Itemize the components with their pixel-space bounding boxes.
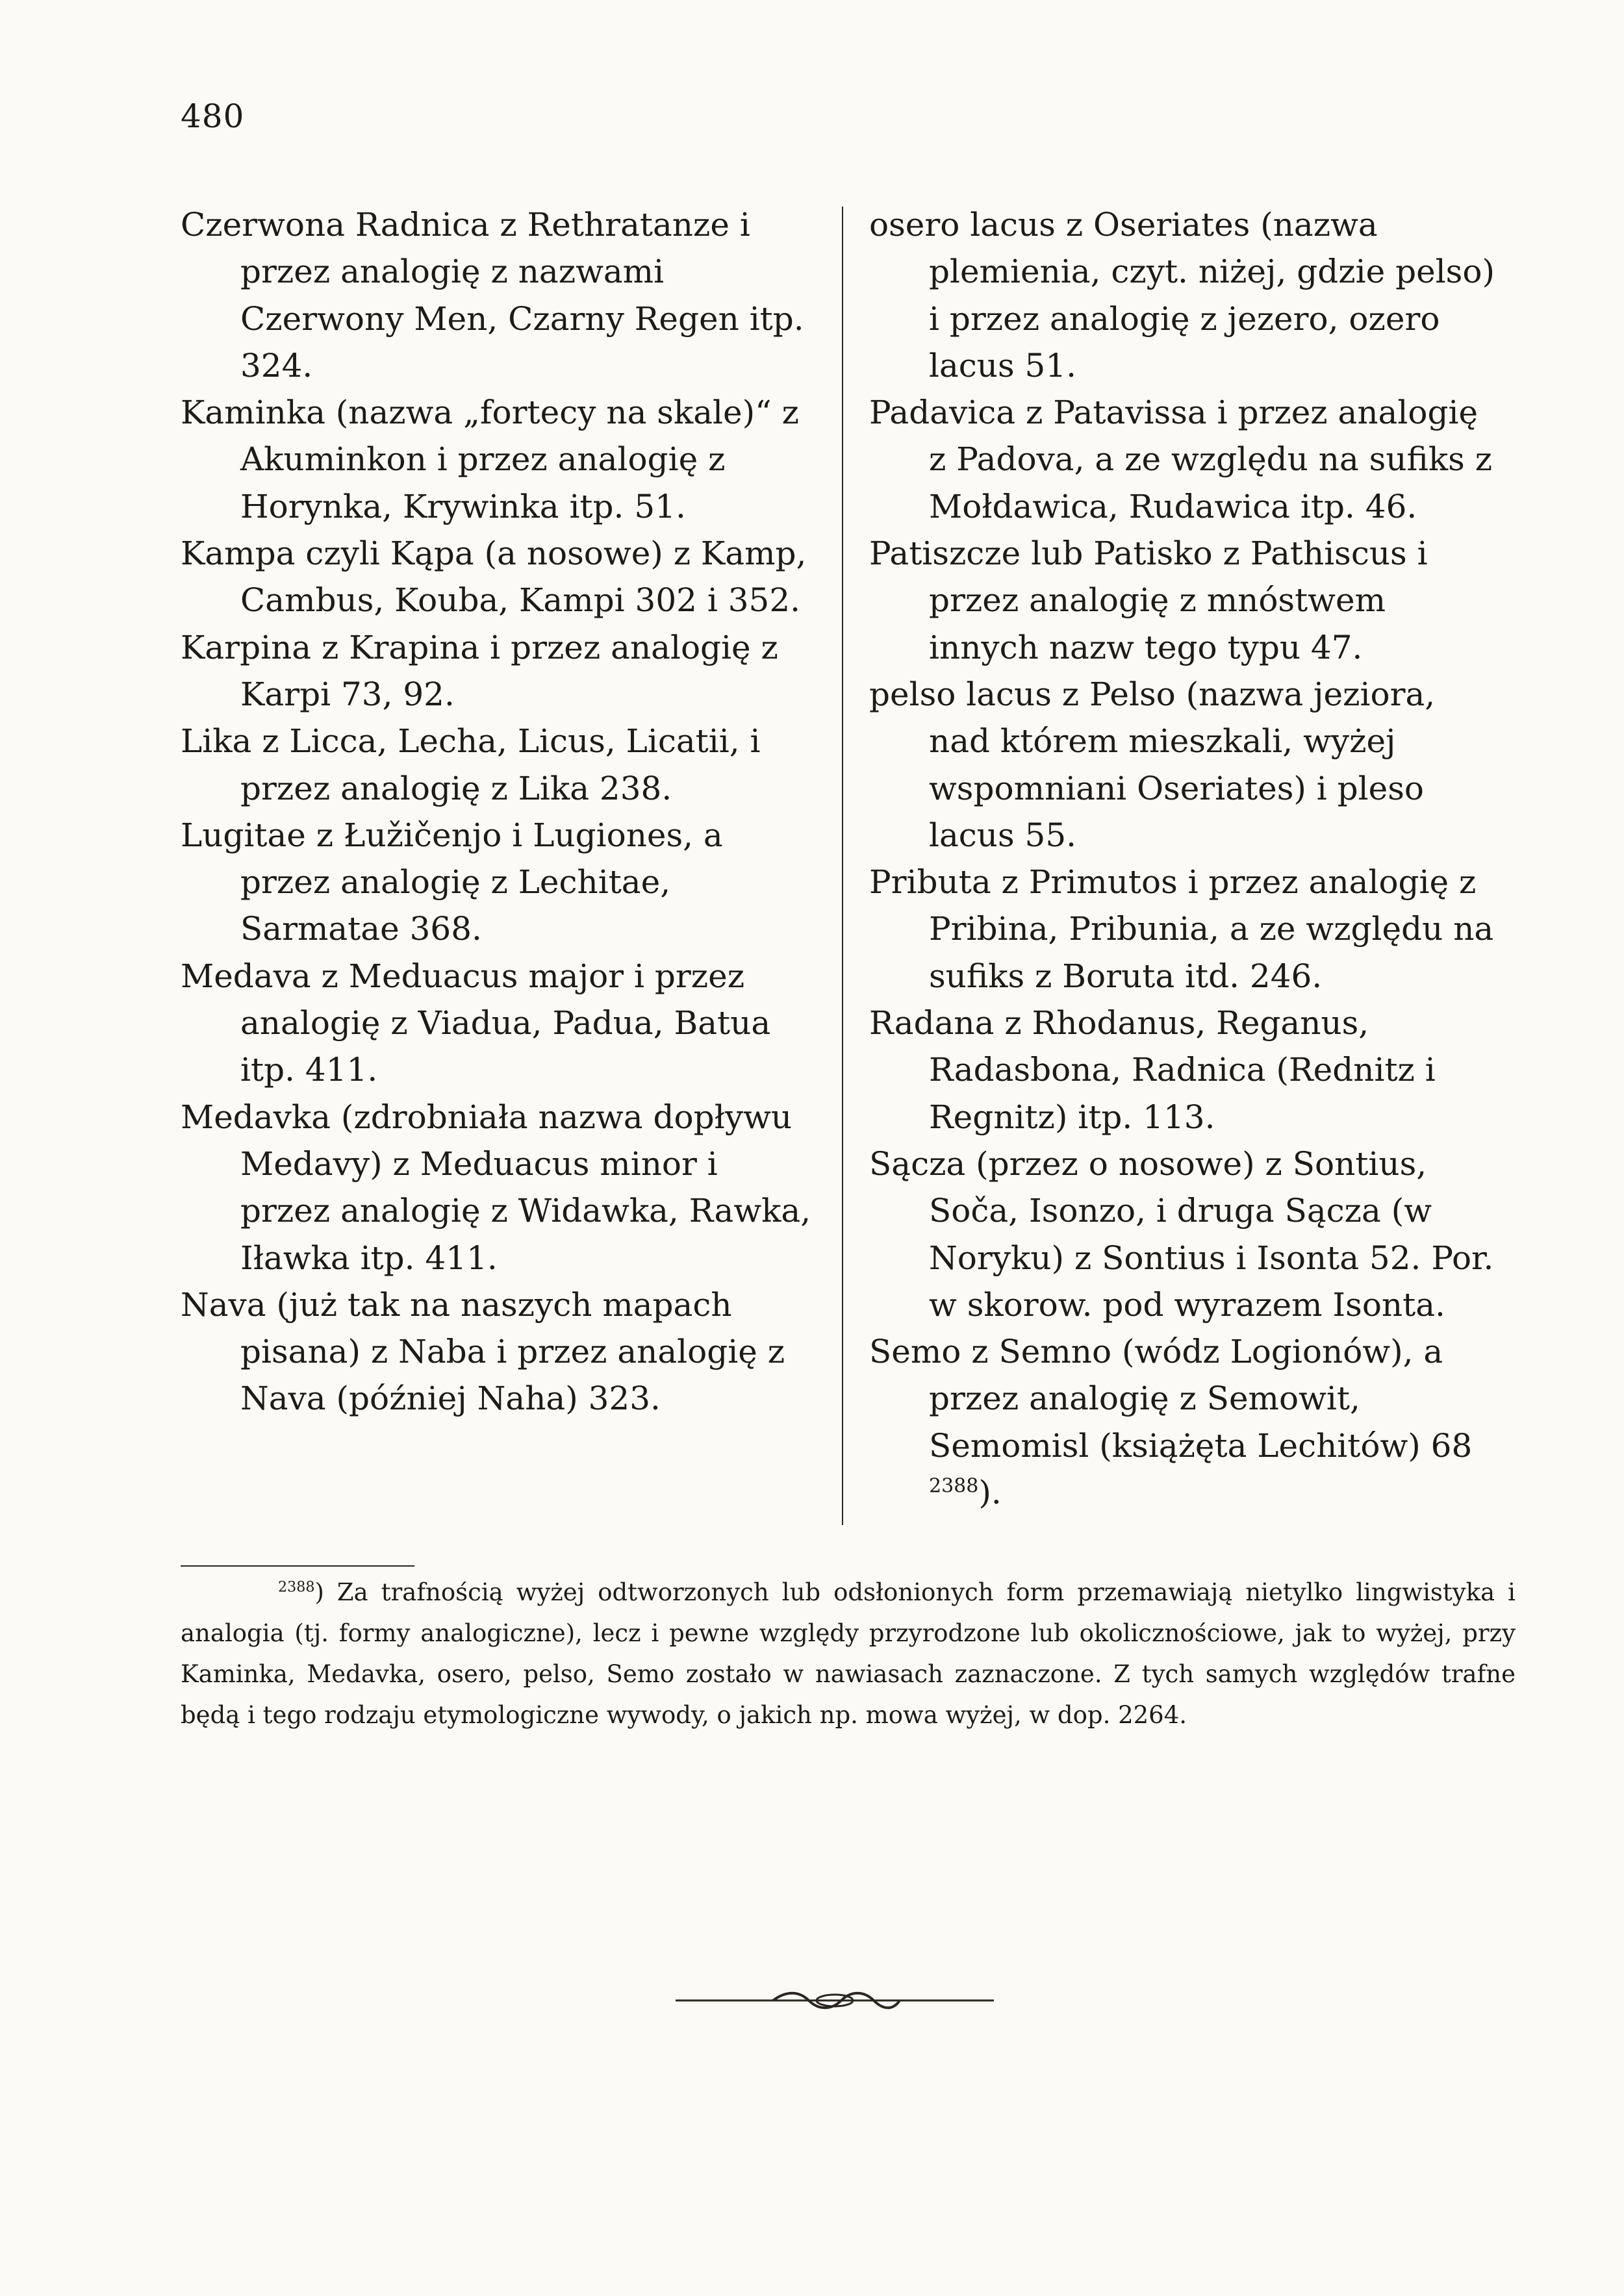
index-entry: Sącza (przez o nosowe) z Sontius, Soča, Isonzo, i druga Sącza (w Noryku) z Sontius i Isonta 52. Por. w skorow. pod wyrazem Isonta. (869, 1144, 1494, 1324)
footnote-text: ) Za trafnością wyżej odtworzonych lub odsłonionych form przemawiają nietylko lingwistyka i analogia (tj. formy analogiczne), lecz i pewne względy przyrodzone lub okolicznościowe, jak to wyżej, przy Kaminka, Medavka, osero, pelso, Semo zostało w nawiasach zaznaczone. Z tych samych względów trafne będą i tego rodzaju etymologiczne wywody, o jakich np. mowa wyżej, w dop. 2264. (181, 1578, 1516, 1729)
footnote (181, 1572, 1516, 1735)
index-entry: Patiszcze lub Patisko z Pathiscus i przez analogię z mnóstwem innych nazw tego typu 47. (869, 535, 1428, 666)
index-entry: Kampa czyli Kąpa (a nosowe) z Kamp, Cambus, Kouba, Kampi 302 i 352. (181, 535, 807, 620)
footnotes (181, 1572, 1516, 1735)
footnote-reference: 2388 (929, 1474, 979, 1498)
index-entry: Medavka (zdrobniała nazwa dopływu Medavy) z Meduacus minor i przez analogię z Widawka, Rawka, Iławka itp. 411. (181, 1098, 811, 1277)
footnote-marker: 2388 (278, 1578, 315, 1596)
index-entry: Lugitae z Łužičenjo i Lugiones, a przez analogię z Lechitae, Sarmatae 368. (181, 816, 723, 948)
index-entry: osero lacus z Oseriates (nazwa plemienia, czyt. niżej, gdzie pelso) i przez analogię z jezero, ozero lacus 51. (869, 206, 1495, 385)
entry-text: Semo z Semno (wódz Logionów), a przez analogię z Semowit, Semomisl (książęta Lechitów) 68 (869, 1333, 1473, 1465)
index-entry: Medava z Meduacus major i przez analogię z Viadua, Padua, Batua itp. 411. (181, 957, 771, 1089)
index-entry: Radana z Rhodanus, Reganus, Radasbona, Radnica (Rednitz i Regnitz) itp. 113. (869, 1004, 1436, 1136)
entry-tail: ). (978, 1474, 1002, 1512)
index-entry: Padavica z Patavissa i przez analogię z Padova, a ze względu na sufiks z Mołdawica, Rudawica itp. 46. (869, 394, 1493, 525)
index-entry-last (869, 1328, 1503, 1516)
index-entry: Lika z Licca, Lecha, Licus, Licatii, i przez analogię z Lika 238. (181, 722, 761, 807)
index-entry: Pributa z Primutos i przez analogię z Pribina, Pribunia, a ze względu na sufiks z Boruta itd. 246. (869, 863, 1494, 995)
index-entry: Karpina z Krapina i przez analogię z Karpi 73, 92. (181, 628, 778, 713)
index-entry: Nava (już tak na naszych mapach pisana) z Naba i przez analogię z Nava (później Naha) 323. (181, 1285, 785, 1418)
column-divider (842, 207, 843, 1525)
footnote-rule (181, 1565, 414, 1567)
page-number: 480 (181, 97, 245, 135)
index-entry: pelso lacus z Pelso (nazwa jeziora, nad którem mieszkali, wyżej wspomniani Oseriates) i pleso lacus 55. (869, 675, 1436, 854)
index-entry: Czerwona Radnica z Rethratanze i przez analogię z nazwami Czerwony Men, Czarny Regen itp. 324. (181, 206, 804, 385)
ornament-divider (676, 1987, 994, 2013)
index-entry: Kaminka (nazwa „fortecy na skale)“ z Akuminkon i przez analogię z Horynka, Krywinka itp. 51. (181, 394, 799, 525)
right-column (869, 201, 1503, 1516)
left-column (181, 201, 814, 1422)
